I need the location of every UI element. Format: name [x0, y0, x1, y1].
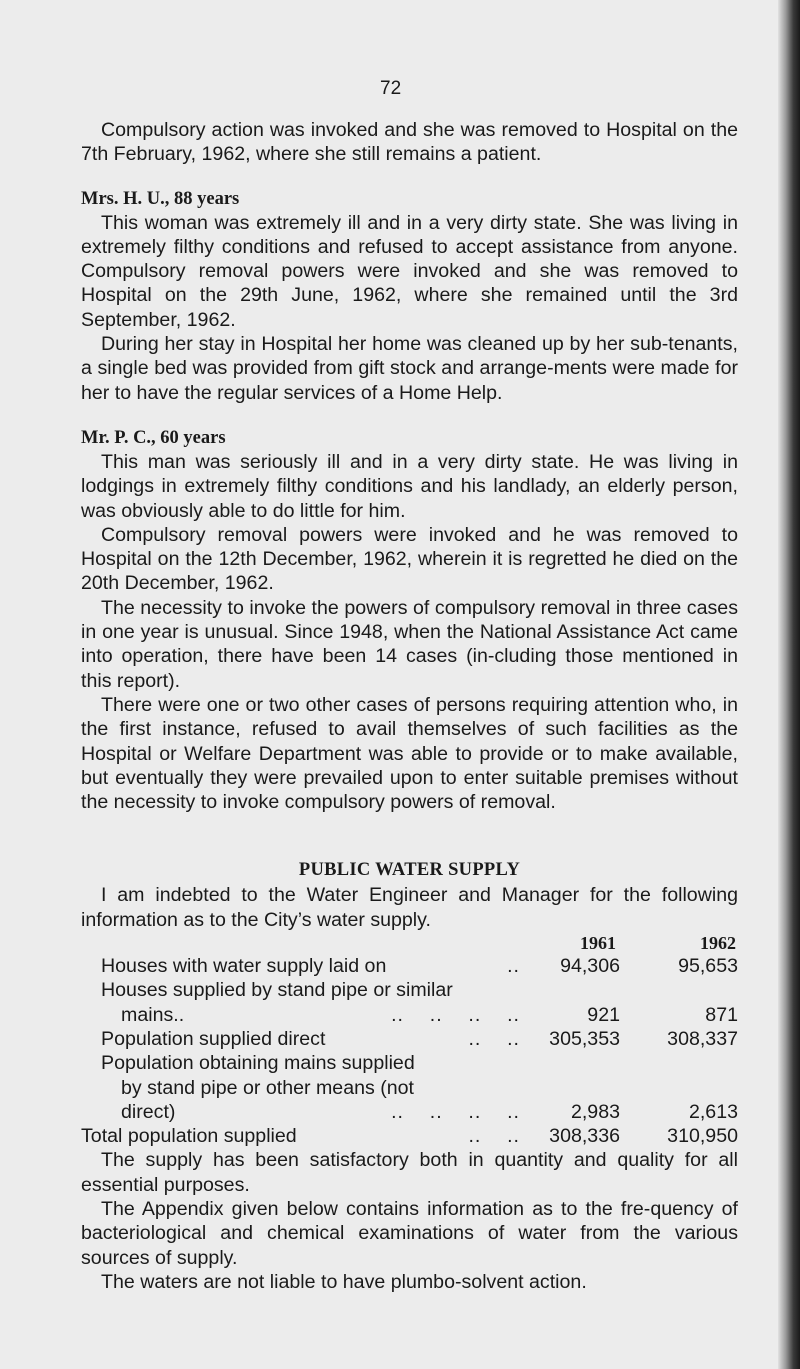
cell-1962: 95,653 [678, 955, 738, 978]
case2-heading: Mr. P. C., 60 years [81, 427, 226, 448]
page-number: 72 [380, 78, 402, 99]
cell-1961: 2,983 [570, 1100, 620, 1123]
leader-dots: .. .. [468, 1027, 520, 1050]
leader-dots: .. .. .. .. [391, 1100, 520, 1123]
row-label: Houses with water supply laid on [101, 955, 387, 978]
row-label: Houses supplied by stand pipe or similar [101, 979, 453, 1002]
water-paragraph-3: The waters are not liable to have plumbo-solvent action. [101, 1270, 587, 1293]
leader-dots: .. .. [468, 1125, 520, 1148]
cell-1961: 308,336 [549, 1125, 620, 1148]
table-row [81, 1124, 738, 1148]
cell-1962: 308,337 [667, 1027, 738, 1050]
case1-paragraph-1: This woman was extremely ill and in a very dirty state. She was living in extremely filthy conditions and refused to accept assistance from anyone. Compulsory removal powers were invoked and she was removed to Hospital on the 29th June, 1962, where she remained until the 3rd September, 1962. [81, 211, 738, 331]
cell-1961: 921 [587, 1003, 620, 1026]
row-label: Population supplied direct [101, 1027, 326, 1050]
table-header-row [81, 932, 738, 954]
cell-1961: 94,306 [560, 955, 620, 978]
table-row [81, 978, 738, 1027]
case2-paragraph-3: The necessity to invoke the powers of compulsory removal in three cases in one year is unusual. Since 1948, when the National Assistance Act came into operation, there have been 14 cases (in-cluding those mentioned in this report). [81, 596, 738, 692]
case2-paragraph-2: Compulsory removal powers were invoked and he was removed to Hospital on the 12th December, 1962, wherein it is regretted he died on the 20th December, 1962. [81, 523, 738, 595]
table-row [81, 954, 738, 978]
leader-dots: .. .. .. .. [391, 1003, 520, 1026]
row-label: Total population supplied [81, 1125, 297, 1148]
cell-1962: 871 [705, 1003, 738, 1026]
case2-paragraph-4: There were one or two other cases of persons requiring attention who, in the first instance, refused to avail themselves of such facilities as the Hospital or Welfare Department was able to provide or to make available, but eventually they were prevailed upon to enter suitable premises without the necessity to invoke compulsory powers of removal. [81, 693, 738, 814]
row-label-cont: direct) [121, 1100, 176, 1123]
intro-paragraph: Compulsory action was invoked and she was removed to Hospital on the 7th February, 1962, where she still remains a patient. [81, 119, 738, 166]
cell-1961: 305,353 [549, 1027, 620, 1050]
water-supply-heading: PUBLIC WATER SUPPLY [298, 860, 521, 881]
page-binding-edge [778, 0, 800, 1369]
case1-heading: Mrs. H. U., 88 years [81, 188, 240, 209]
row-label-cont: by stand pipe or other means (not [121, 1076, 414, 1099]
year-1961-header: 1961 [580, 933, 616, 954]
year-1962-header: 1962 [700, 933, 736, 954]
row-label: Population obtaining mains supplied [101, 1052, 415, 1075]
water-intro-paragraph: I am indebted to the Water Engineer and Manager for the following information as to the City’s water supply. [81, 884, 738, 931]
cell-1962: 310,950 [667, 1125, 738, 1148]
cell-1962: 2,613 [688, 1100, 738, 1123]
page-content [81, 118, 738, 1294]
case1-paragraph-2: During her stay in Hospital her home was cleaned up by her sub-tenants, a single bed was provided from gift stock and arrange-ments were made for her to have the regular services of a Home Help. [81, 333, 738, 404]
table-row [81, 1027, 738, 1051]
water-paragraph-1: The supply has been satisfactory both in quantity and quality for all essential purposes. [81, 1149, 738, 1196]
leader-dots: .. [507, 955, 520, 978]
row-label-cont: mains.. [121, 1003, 185, 1026]
table-row [81, 1051, 738, 1124]
water-paragraph-2: The Appendix given below contains information as to the fre-quency of bacteriological and chemical examinations of water from the various sources of supply. [81, 1197, 738, 1269]
case2-paragraph-1: This man was seriously ill and in a very dirty state. He was living in lodgings in extremely filthy conditions and his landlady, an elderly person, was obviously able to do little for him. [81, 450, 738, 522]
water-supply-table [81, 932, 738, 1148]
